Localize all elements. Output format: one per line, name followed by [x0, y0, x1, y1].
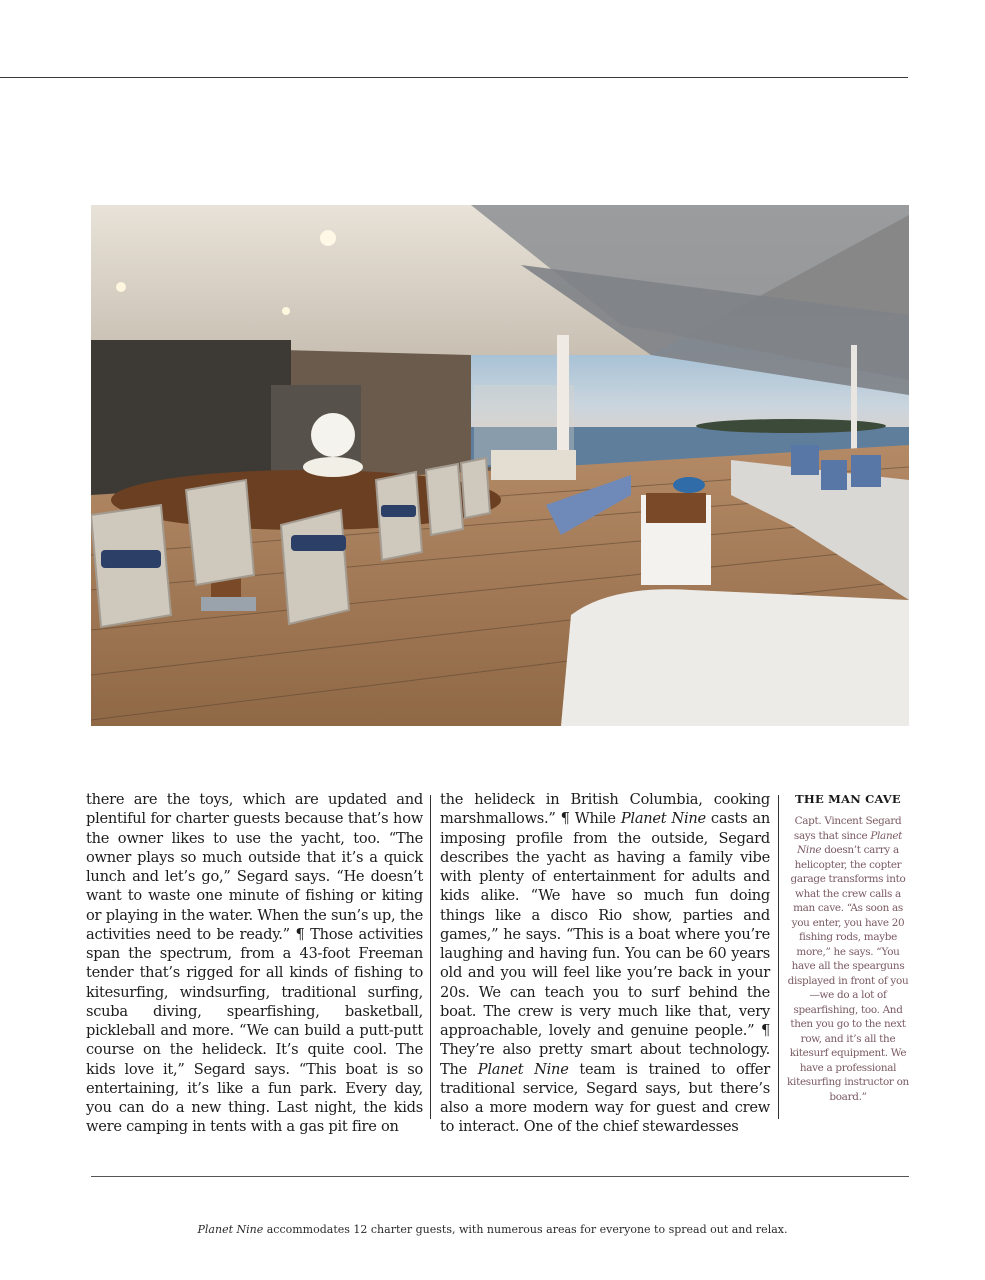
- col2-text-a: the helideck in British Columbia, cooking marshmallows.” ¶ While: [440, 791, 770, 828]
- sidebar-text-a: Capt. Vincent Segard says that since: [793, 815, 902, 842]
- article-column-1: there are the toys, which are updated and plentiful for charter guests because that’s how the owner likes to use the yacht, too. “The owner plays so much outside that it’s a quick lunch and let’s go,” Segard says. “He doesn’t want to waste one minute of fishing or kiting or playing in the water. When the sun’s up, the activities need to be ready.” ¶ Those activities span the spectrum, from a 43-foot Freeman tender that’s rigged for all kinds of fishing to kitesurfing, windsurfing, traditional surfing, scuba diving, spearfishing, basketball, pickleball and more. “We can build a putt-putt course on the helideck. It’s quite cool. The kids love it,” Segard says. “This boat is so entertaining, it’s like a fun park. Every day, you can do a new thing. Last night, the kids were camping in tents with a gas pit fire on: [86, 791, 423, 1136]
- sidebar-yacht-name: Planet Nine: [797, 829, 903, 856]
- col2-text-e: team is trained to offer traditional service, Segard says, but there’s also a more modern way for guest and crew to interact. One of the chief stewardesses: [440, 1060, 770, 1136]
- sidebar-title: THE MAN CAVE: [795, 792, 901, 806]
- sidebar: [784, 792, 912, 1104]
- photo-caption: [0, 1223, 985, 1236]
- sidebar-text-c: doesn’t carry a helicopter, the copter garage transforms into what the crew calls a man cave. “As soon as you enter, you have 20 fishing rods, maybe more,” he says. “You have all the spearguns displayed in front of you—we do a lot of spearfishing, too. And then you go to the next row, and it’s all the kitesurf equipment. We have a professional kitesurfing instructor on board.”: [787, 844, 909, 1103]
- caption-yacht-name: Planet Nine: [197, 1223, 264, 1236]
- col2-text-c: casts an imposing profile from the outside, Segard describes the yacht as having a family vibe with plenty of entertainment for adults and kids alike. “We have so much fun doing things like a disco Rio show, parties and games,” he says. “This is a boat where you’re laughing and having fun. You can be 60 years old and you will feel like you’re back in your 20s. We can teach you to surf behind the boat. The crew is very much like that, very approachable, lovely and genuine people.” ¶ They’re also pretty smart about technology. The: [440, 810, 770, 1078]
- sidebar-divider: [778, 795, 779, 1119]
- caption-text: accommodates 12 charter guests, with numerous areas for everyone to spread out and relax.: [263, 1223, 788, 1236]
- yacht-deck-photo: [91, 205, 909, 726]
- article-column-2: [440, 790, 770, 1137]
- yacht-name: Planet Nine: [477, 1060, 569, 1078]
- bottom-rule: [91, 1176, 909, 1177]
- yacht-name: Planet Nine: [620, 810, 706, 828]
- top-rule: [0, 77, 908, 78]
- sidebar-text: [784, 814, 912, 1104]
- column-divider: [430, 795, 431, 1119]
